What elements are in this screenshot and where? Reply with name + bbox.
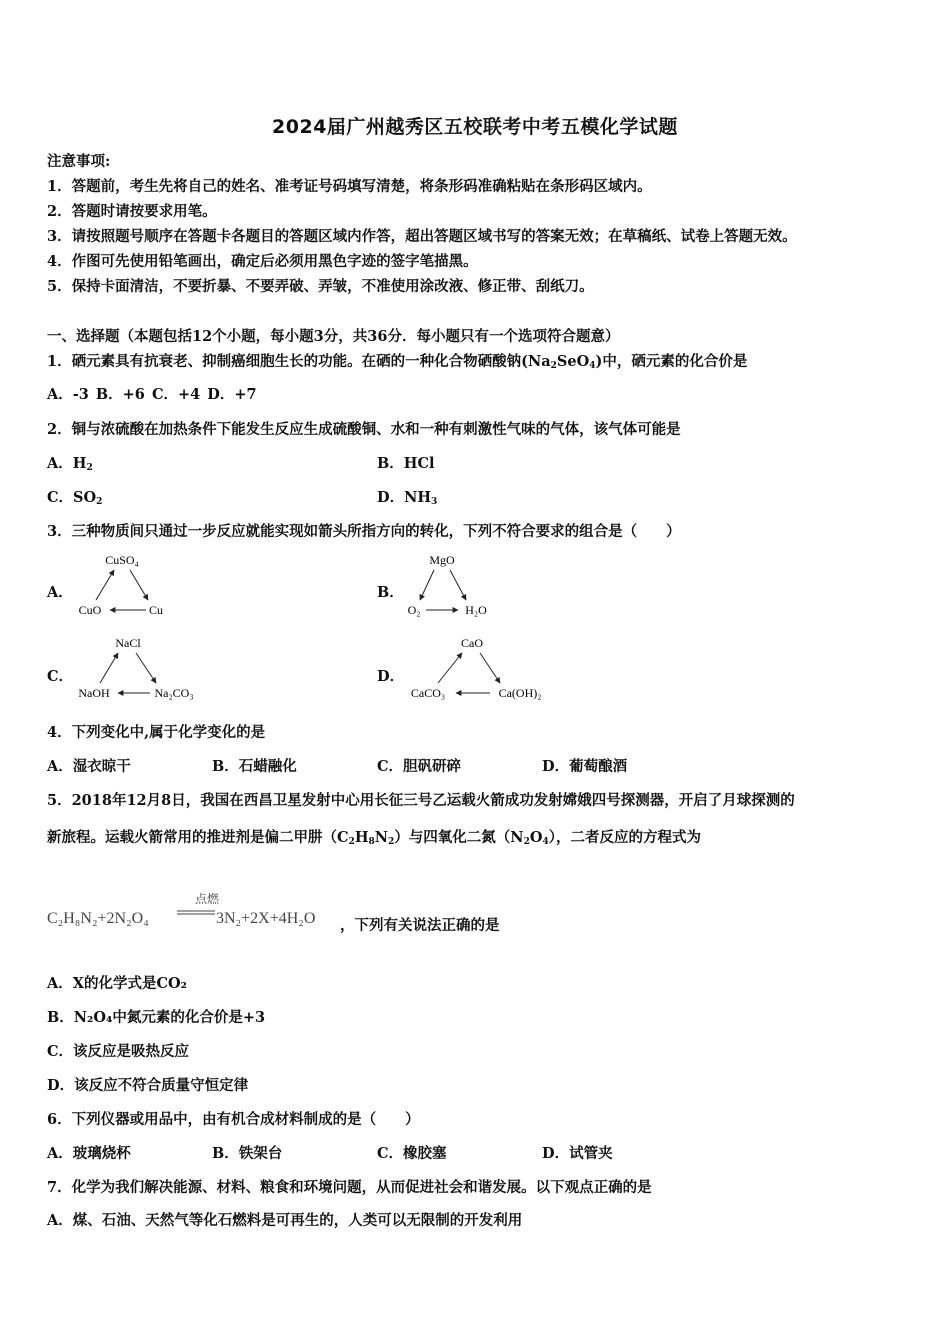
question-3-diagram-d [404,633,554,705]
diagram-d-left: CaCO₃ [410,686,446,700]
question-3-diagram-a [72,550,182,622]
diagram-a-left: CuO [78,603,102,617]
question-3-label-d: D． [377,668,405,685]
question-4-option-c: C．胆矾研碎 [377,758,462,775]
notice-item: 1．答题前，考生先将自己的姓名、准考证号码填写清楚，将条形码准确粘贴在条形码区域内。 [47,178,652,195]
question-5-option-d: D．该反应不符合质量守恒定律 [47,1077,249,1094]
question-3-label-a: A． [47,584,73,601]
diagram-d-right: Ca(OH)₂ [498,686,542,700]
question-3-stem: 3．三种物质间只通过一步反应就能实现如箭头所指方向的转化，下列不符合要求的组合是（ ） [47,523,681,540]
question-4-option-d: D．葡萄酿酒 [542,758,628,775]
diagram-b-left: O₂ [407,603,421,617]
equation-condition: 点燃 [195,892,220,906]
question-2-option-c: C．$SO_2$ [47,489,103,507]
diagram-a-top: CuSO₄ [105,553,139,567]
equation-tail: ，下列有关说法正确的是 [340,918,500,934]
section-heading: 一、选择题（本题包括12个小题，每小题3分，共36分．每小题只有一个选项符合题意） [47,328,620,345]
question-2-option-b: B．HCl [377,455,435,472]
question-3-label-b: B． [377,584,404,601]
question-7-option-a: A．煤、石油、天然气等化石燃料是可再生的，人类可以无限制的开发利用 [47,1212,523,1229]
question-4-option-b: B．石蜡融化 [212,758,297,775]
page-title: 2024届广州越秀区五校联考中考五模化学试题 [272,116,678,138]
question-6-option-d: D．试管夹 [542,1145,613,1162]
notice-item: 5．保持卡面清洁，不要折暴、不要弄破、弄皱，不准使用涂改液、修正带、刮纸刀。 [47,278,594,295]
question-6-option-c: C．橡胶塞 [377,1145,447,1162]
diagram-b-right: H₂O [465,603,487,617]
question-6-option-b: B．铁架台 [212,1145,283,1162]
question-3-label-c: C． [47,668,74,685]
question-1-stem: 1．硒元素具有抗衰老、抑制癌细胞生长的功能。在硒的一种化合物硒酸钠$(Na_2SeO_4)$中，硒元素的化合价是 [47,353,748,371]
question-3-diagram-b [400,550,510,622]
notice-heading: 注意事项: [47,153,111,170]
question-1-options: A．-3 B．+6 C．+4 D．+7 [47,386,257,403]
diagram-a-right: Cu [148,603,164,617]
question-5-option-a: A．X的化学式是CO₂ [47,975,188,992]
question-4-option-a: A．湿衣晾干 [47,758,131,775]
question-2-option-d: D．$NH_3$ [377,489,438,507]
question-7-stem: 7．化学为我们解决能源、材料、粮食和环境问题，从而促进社会和谐发展。以下观点正确的是 [47,1179,652,1196]
notice-item: 4．作图可先使用铅笔画出，确定后必须用黑色字迹的签字笔描黑。 [47,253,478,270]
question-6-option-a: A．玻璃烧杯 [47,1145,131,1162]
question-5-option-b: B．N₂O₄中氮元素的化合价是+3 [47,1009,266,1026]
diagram-c-top: NaCl [115,636,141,650]
equation-left: C₂H₈N₂+2N₂O₄ [47,910,149,927]
question-5-stem-line2: 新旅程。运载火箭常用的推进剂是偏二甲肼$(C_2H_8N_2)$与四氧化二氮$(N_2O_4)$，二者反应的方程式为 [47,829,701,847]
question-5-stem-line1: 5．2018年12月8日，我国在西昌卫星发射中心用长征三号乙运载火箭成功发射嫦娥四号探测器，开启了月球探测的 [47,792,795,809]
question-2-stem: 2．铜与浓硫酸在加热条件下能发生反应生成硫酸铜、水和一种有刺激性气味的气体，该气体可能是 [47,421,681,438]
diagram-c-left: NaOH [78,686,110,700]
question-5-option-c: C．该反应是吸热反应 [47,1043,190,1060]
question-5-equation [47,892,547,940]
notice-item: 3．请按照题号顺序在答题卡各题目的答题区域内作答，超出答题区域书写的答案无效；在草稿纸、试卷上答题无效。 [47,228,797,245]
question-3-diagram-c [72,633,202,705]
question-2-option-a: A．$H_2$ [47,455,93,473]
notice-item: 2．答题时请按要求用笔。 [47,203,217,220]
diagram-c-right: Na₂CO₃ [154,686,194,700]
question-6-stem: 6．下列仪器或用品中，由有机合成材料制成的是（ ） [47,1111,420,1128]
diagram-d-top: CaO [461,636,483,650]
question-4-stem: 4．下列变化中,属于化学变化的是 [47,724,266,741]
diagram-b-top: MgO [429,553,455,567]
equation-right: 3N₂+2X+4H₂O [216,910,316,927]
